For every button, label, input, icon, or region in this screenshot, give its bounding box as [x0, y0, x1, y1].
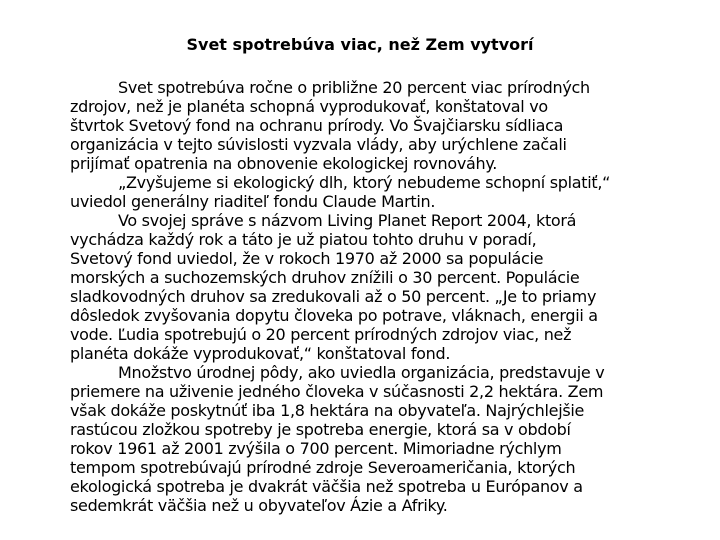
- text-line: planéta dokáže vyprodukovať,“ konštatoval fond.: [70, 344, 451, 363]
- text-line: tempom spotrebúvajú prírodné zdroje Severoameričania, ktorých: [70, 458, 576, 477]
- document-body: [70, 78, 670, 515]
- paragraph-2: [70, 173, 670, 211]
- paragraph-3: [70, 211, 670, 363]
- text-line: vychádza každý rok a táto je už piatou tohto druhu v poradí,: [70, 230, 537, 249]
- text-line: rokov 1961 až 2001 zvýšila o 700 percent. Mimoriadne rýchlym: [70, 439, 562, 458]
- text-line: rastúcou zložkou spotreby je spotreba energie, ktorá sa v období: [70, 420, 571, 439]
- text-line: prijímať opatrenia na obnovenie ekologickej rovnováhy.: [70, 154, 498, 173]
- text-line: „Zvyšujeme si ekologický dlh, ktorý nebudeme schopní splatiť,“: [118, 173, 611, 192]
- text-line: zdrojov, než je planéta schopná vyprodukovať, konštatoval vo: [70, 97, 548, 116]
- text-line: dôsledok zvyšovania dopytu človeka po potrave, vláknach, energii a: [70, 306, 598, 325]
- text-line: sladkovodných druhov sa zredukovali až o 50 percent. „Je to priamy: [70, 287, 597, 306]
- text-line: sedemkrát väčšia než u obyvateľov Ázie a Afriky.: [70, 496, 448, 515]
- text-line: ekologická spotreba je dvakrát väčšia než spotreba u Európanov a: [70, 477, 583, 496]
- text-line: vode. Ľudia spotrebujú o 20 percent prírodných zdrojov viac, než: [70, 325, 572, 344]
- text-line: Množstvo úrodnej pôdy, ako uviedla organizácia, predstavuje v: [118, 363, 605, 382]
- paragraph-4: [70, 363, 670, 515]
- text-line: priemere na uživenie jedného človeka v súčasnosti 2,2 hektára. Zem: [70, 382, 604, 401]
- text-line: organizácia v tejto súvislosti vyzvala vlády, aby urýchlene začali: [70, 135, 567, 154]
- text-line: však dokáže poskytnúť iba 1,8 hektára na obyvateľa. Najrýchlejšie: [70, 401, 585, 420]
- document-title: Svet spotrebúva viac, než Zem vytvorí: [186, 35, 534, 54]
- text-line: uviedol generálny riaditeľ fondu Claude Martin.: [70, 192, 436, 211]
- text-line: Svetový fond uviedol, že v rokoch 1970 až 2000 sa populácie: [70, 249, 544, 268]
- text-line: morských a suchozemských druhov znížili o 30 percent. Populácie: [70, 268, 580, 287]
- text-line: štvrtok Svetový fond na ochranu prírody. Vo Švajčiarsku sídliaca: [70, 116, 564, 135]
- paragraph-1: [70, 78, 670, 173]
- text-line: Svet spotrebúva ročne o približne 20 percent viac prírodných: [118, 78, 590, 97]
- text-line: Vo svojej správe s názvom Living Planet Report 2004, ktorá: [118, 211, 577, 230]
